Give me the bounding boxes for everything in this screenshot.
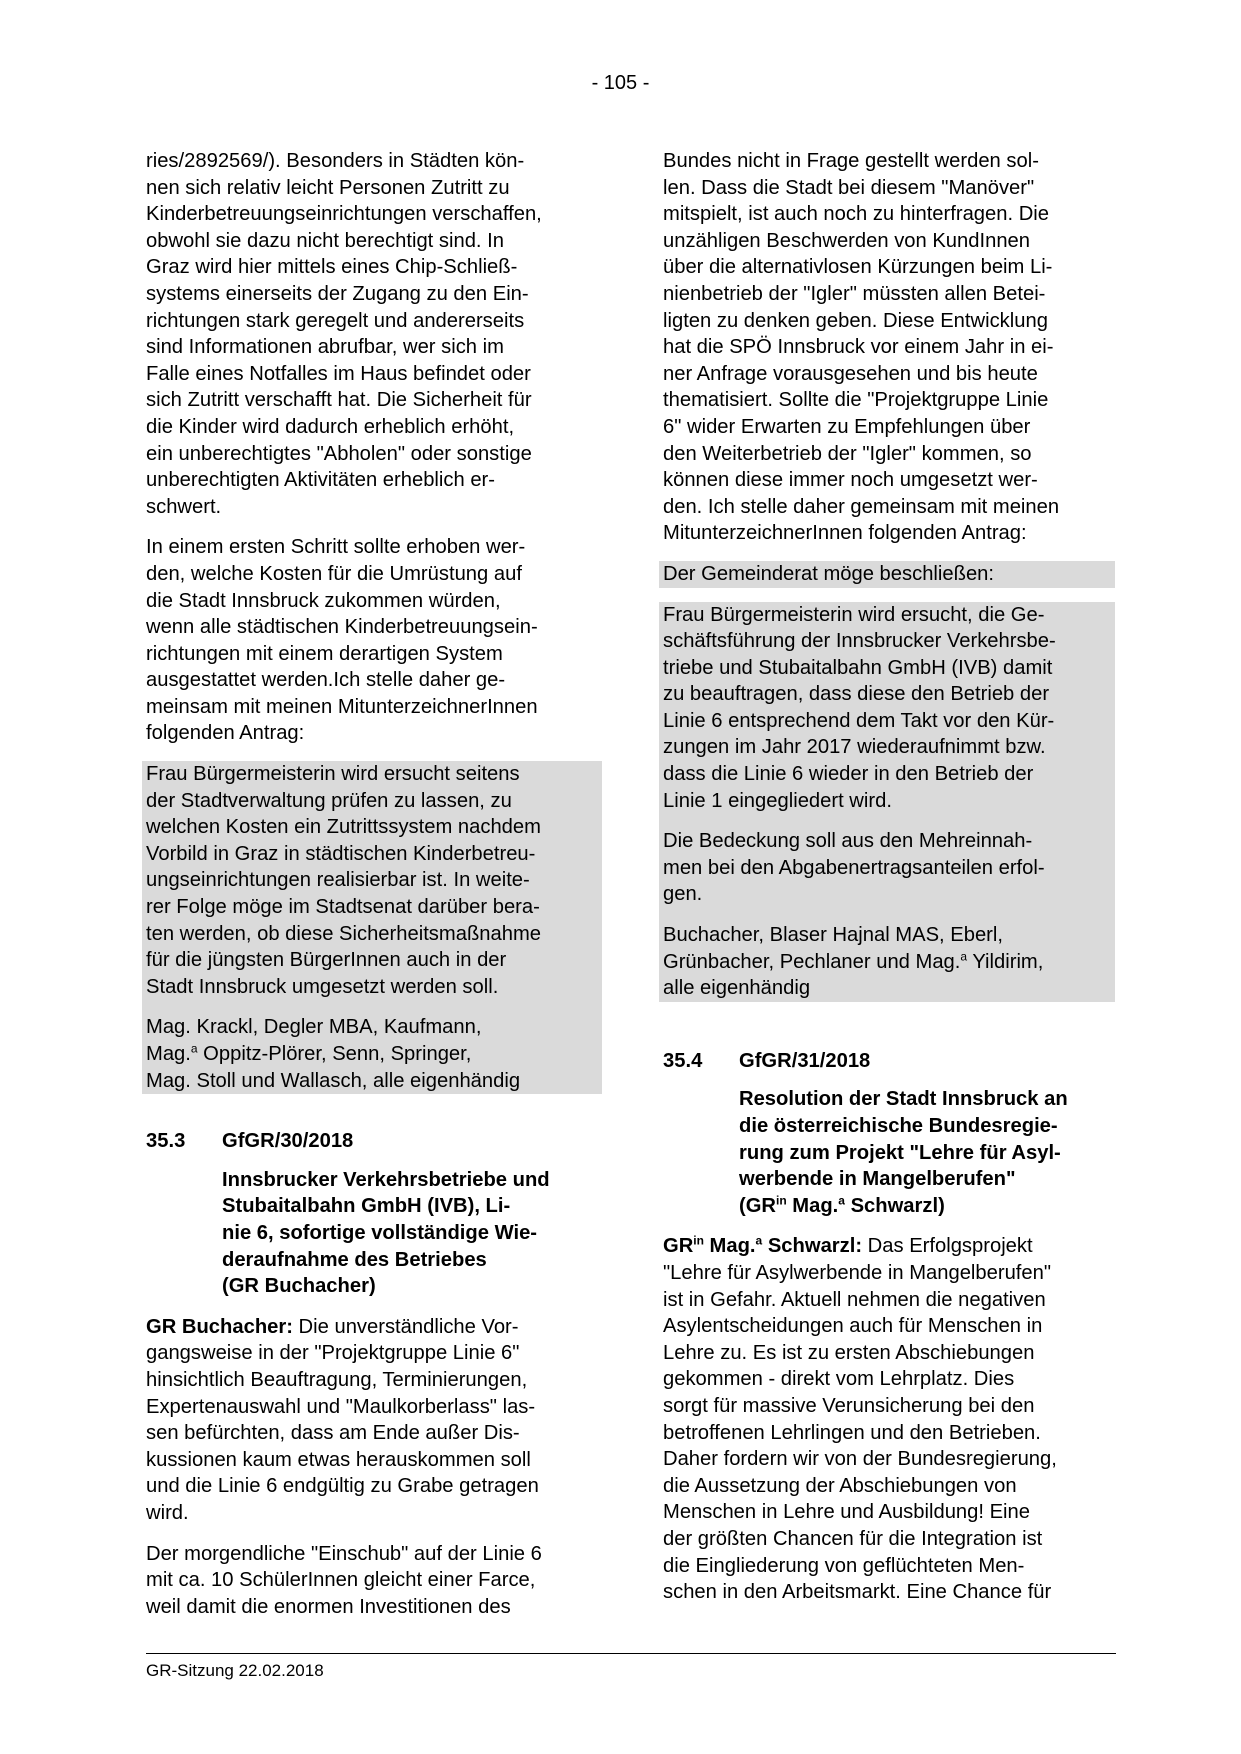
signers-left-b: Oppitz-Plörer, Senn, Springer, Mag. Stoll und Wallasch, alle eigenhändig: [146, 1043, 521, 1092]
speaker-name: [663, 1235, 862, 1257]
motion-box-right: [659, 602, 1115, 1002]
speaker-sup-1: in: [693, 1233, 704, 1248]
signers-left: [146, 1014, 598, 1094]
section-id: GfGR/30/2018: [222, 1130, 354, 1153]
left-paragraph-1: ries/2892569/). Besonders in Städten kön- nen sich relativ leicht Personen Zutritt zu Kinderbetreuungseinrichtungen verschaffen, obwohl sie dazu nicht berechtigt sind. In Graz wird hier mittels eines Chip-Schließ- systems einerseits der Zugang zu den Ein- richtungen stark geregelt und andererseits sind Informationen abrufbar, wer sich im Falle eines Notfalles im Haus befindet oder sich Zutritt verschafft hat. Die Sicherheit für die Kinder wird dadurch erheblich erhöht, ein unberechtigtes "Abholen" oder sonstige unberechtigten Aktivitäten erheblich er- schwert.: [146, 150, 542, 518]
proposer-b: Mag.: [786, 1194, 839, 1217]
section-heading-35-3: [146, 1128, 596, 1155]
section-number: 35.3: [146, 1130, 186, 1153]
resolve-line: Der Gemeinderat möge beschließen:: [663, 562, 995, 585]
signers-right: [663, 922, 1111, 1002]
proposer-a: (GR: [739, 1194, 777, 1217]
speaker-a: GR: [663, 1235, 694, 1258]
speech-schwarzl: [663, 1233, 1115, 1605]
section-heading-35-4: [663, 1048, 1115, 1075]
section-number: 35.4: [663, 1049, 703, 1072]
section-title-35-4-proposer: [739, 1193, 1115, 1220]
proposer-sup-1: in: [776, 1193, 787, 1208]
funding-text: Die Bedeckung soll aus den Mehreinnah- men bei den Abgabenertragsanteilen erfol- gen.: [663, 830, 1045, 906]
resolve-box: [659, 561, 1115, 588]
motion-text-right: Frau Bürgermeisterin wird ersucht, die Ge- schäftsführung der Innsbrucker Verkehrsbe- triebe und Stubaitalbahn GmbH (IVB) damit zu beauftragen, dass diese den Betrieb der Linie 6 entsprechend dem Takt vor den Kür- zungen im Jahr 2017 wiederaufnimmt bzw. dass die Linie 6 wieder in den Betrieb der Linie 1 eingegliedert wird.: [663, 603, 1056, 812]
left-column: [146, 148, 596, 1634]
signers-left-sup: a: [190, 1041, 198, 1056]
section-title-35-4: Resolution der Stadt Innsbruck an die österreichische Bundesregie- rung zum Projekt "Lehre für Asyl- werbende in Mangelberufen": [739, 1088, 1068, 1191]
footer-session-date: GR-Sitzung 22.02.2018: [146, 1661, 324, 1680]
motion-box-left: [142, 761, 602, 1094]
speech-buchacher: [146, 1314, 596, 1527]
signers-right-b: Yildirim, alle eigenhändig: [663, 950, 1044, 1000]
page-number: - 105 -: [591, 72, 650, 94]
left-paragraph-2: In einem ersten Schritt sollte erhoben wer- den, welche Kosten für die Umrüstung auf die Stadt Innsbruck zukommen würden, wenn alle städtischen Kinderbetreuungsein- richtungen mit einem derartigen System ausgestattet werden.Ich stelle daher ge- meinsam mit meinen MitunterzeichnerInnen folgenden Antrag:: [146, 536, 538, 745]
speaker-name: GR Buchacher:: [146, 1315, 293, 1338]
section-title-35-3: Innsbrucker Verkehrsbetriebe und Stubaitalbahn GmbH (IVB), Li- nie 6, sofortige vollständige Wie- deraufnahme des Betriebes (GR Buchacher): [222, 1168, 550, 1298]
speech-paragraph-2: Der morgendliche "Einschub" auf der Linie 6 mit ca. 10 SchülerInnen gleicht einer Farce, weil damit die enormen Investitionen des: [146, 1542, 542, 1618]
footer-divider: [146, 1653, 1116, 1654]
proposer-sup-2: a: [838, 1193, 845, 1208]
proposer-c: Schwarzl): [844, 1194, 945, 1217]
speaker-c: Schwarzl:: [762, 1235, 863, 1258]
section-id: GfGR/31/2018: [739, 1049, 871, 1072]
speech-text-1: Die unverständliche Vor- gangsweise in der "Projektgruppe Linie 6" hinsichtlich Beauftragung, Terminierungen, Expertenauswahl und "Maulkorberlass" las- sen befürchten, dass am Ende außer Dis- kussionen kaum etwas herauskommen soll und die Linie 6 endgültig zu Grabe getragen wird.: [146, 1315, 539, 1524]
signers-right-sup: a: [960, 948, 968, 963]
signers-left-a: Mag. Krackl, Degler MBA, Kaufmann, Mag.: [146, 1016, 482, 1065]
right-paragraph-1: Bundes nicht in Frage gestellt werden sol- len. Dass die Stadt bei diesem "Manöver" mitspielt, ist auch noch zu hinterfragen. Die unzähligen Beschwerden von KundInnen über die alternativlosen Kürzungen beim Li- nienbetrieb der "Igler" müssten allen Betei- ligten zu denken geben. Diese Entwicklung hat die SPÖ Innsbruck vor einem Jahr in ei- ner Anfrage vorausgesehen und bis heute thematisiert. Sollte die "Projektgruppe Linie 6" wider Erwarten zu Empfehlungen über den Weiterbetrieb der "Igler" kommen, so können diese immer noch umgesetzt wer- den. Ich stelle daher gemeinsam mit meinen MitunterzeichnerInnen folgenden Antrag:: [663, 150, 1060, 545]
speech-text-schwarzl: Das Erfolgsprojekt "Lehre für Asylwerbende in Mangelberufen" ist in Gefahr. Aktuell nehmen die negativen Asylentscheidungen auch für Menschen in Lehre zu. Es ist zu ersten Abschiebungen gekommen - direkt vom Lehrplatz. Dies sorgt für massive Verunsicherung bei den betroffenen Lehrlingen und den Betrieben. Daher fordern wir von der Bundesregierung, die Aussetzung der Abschiebungen von Menschen in Lehre und Ausbildung! Eine der größten Chancen für die Integration ist die Eingliederung von geflüchteten Men- schen in den Arbeitsmarkt. Eine Chance für: [663, 1235, 1057, 1604]
right-column: [663, 148, 1115, 1620]
speaker-b: Mag.: [703, 1235, 756, 1258]
signers-right-a: Buchacher, Blaser Hajnal MAS, Eberl, Grünbacher, Pechlaner und Mag.: [663, 924, 1003, 973]
motion-text-left: Frau Bürgermeisterin wird ersucht seitens der Stadtverwaltung prüfen zu lassen, zu welchen Kosten ein Zutrittssystem nachdem Vorbild in Graz in städtischen Kinderbetreu- ungseinrichtungen realisierbar ist. In weite- rer Folge möge im Stadtsenat darüber bera- ten werden, ob diese Sicherheitsmaßnahme für die jüngsten BürgerInnen auch in der Stadt Innsbruck umgesetzt werden soll.: [146, 763, 541, 998]
speaker-sup-2: a: [755, 1233, 763, 1248]
